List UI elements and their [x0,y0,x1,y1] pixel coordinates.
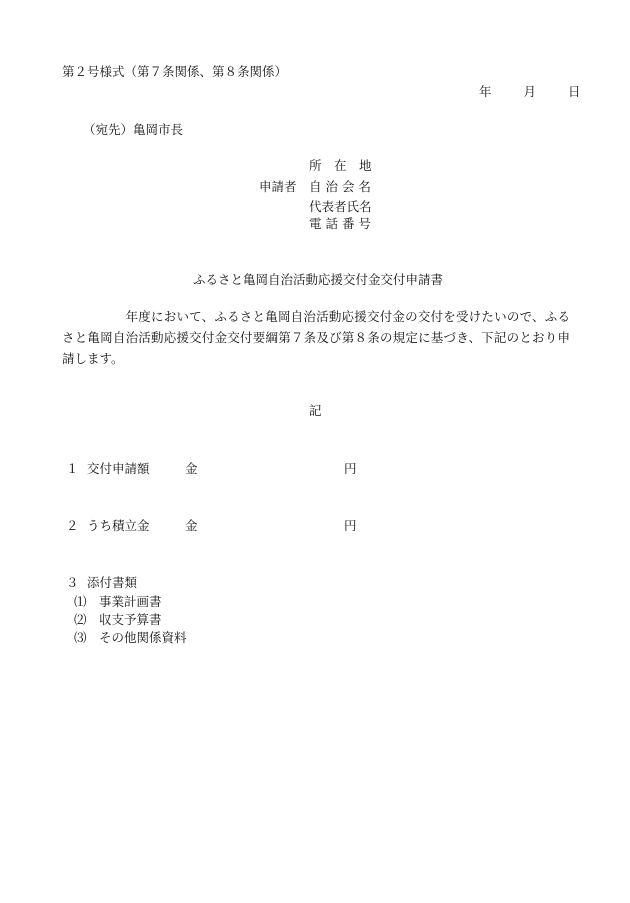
date-year: 年 [479,84,492,99]
item-2-prefix: 金 [185,518,198,533]
body-text: 年度において、ふるさと亀岡自治活動応援交付金の交付を受けたいので、ふるさと亀岡自治活動応援交付金交付要綱第７条及び第８条の規定に基づき、下記のとおり申請します。 [62,309,570,366]
attachment-3-num: ⑶ [74,630,87,645]
attachment-1-num: ⑴ [74,594,87,609]
attachment-3-text: その他関係資料 [99,630,187,645]
ki-heading: 記 [309,403,322,418]
item-2-number: ２ [66,518,79,533]
field-address: 所 在 地 [309,158,372,173]
applicant-label: 申請者 [259,179,297,194]
date-day: 日 [568,84,581,99]
date-month: 月 [523,84,537,99]
item-2-label: うち積立金 [87,518,150,533]
document-title: ふるさと亀岡自治活動応援交付金交付申請書 [193,272,444,287]
item-1-number: １ [66,461,79,476]
item-1-label: 交付申請額 [87,461,150,476]
field-association-name: 自 治 会 名 [309,179,371,194]
attachments-label: 添付書類 [87,575,138,590]
attachments-number: ３ [66,575,79,590]
item-1-prefix: 金 [185,461,198,476]
attachment-1-text: 事業計画書 [99,594,162,609]
field-representative-name: 代表者氏名 [309,199,372,214]
addressee: （宛先）亀岡市長 [83,122,184,137]
attachment-2-text: 収支予算書 [99,612,162,627]
date-line [479,86,581,99]
field-phone-number: 電 話 番 号 [309,216,371,231]
form-number: 第２号様式（第７条関係、第８条関係） [62,64,288,79]
body-paragraph [62,306,570,369]
item-2-unit: 円 [344,518,357,533]
attachment-2-num: ⑵ [74,612,87,627]
item-1-unit: 円 [344,461,357,476]
